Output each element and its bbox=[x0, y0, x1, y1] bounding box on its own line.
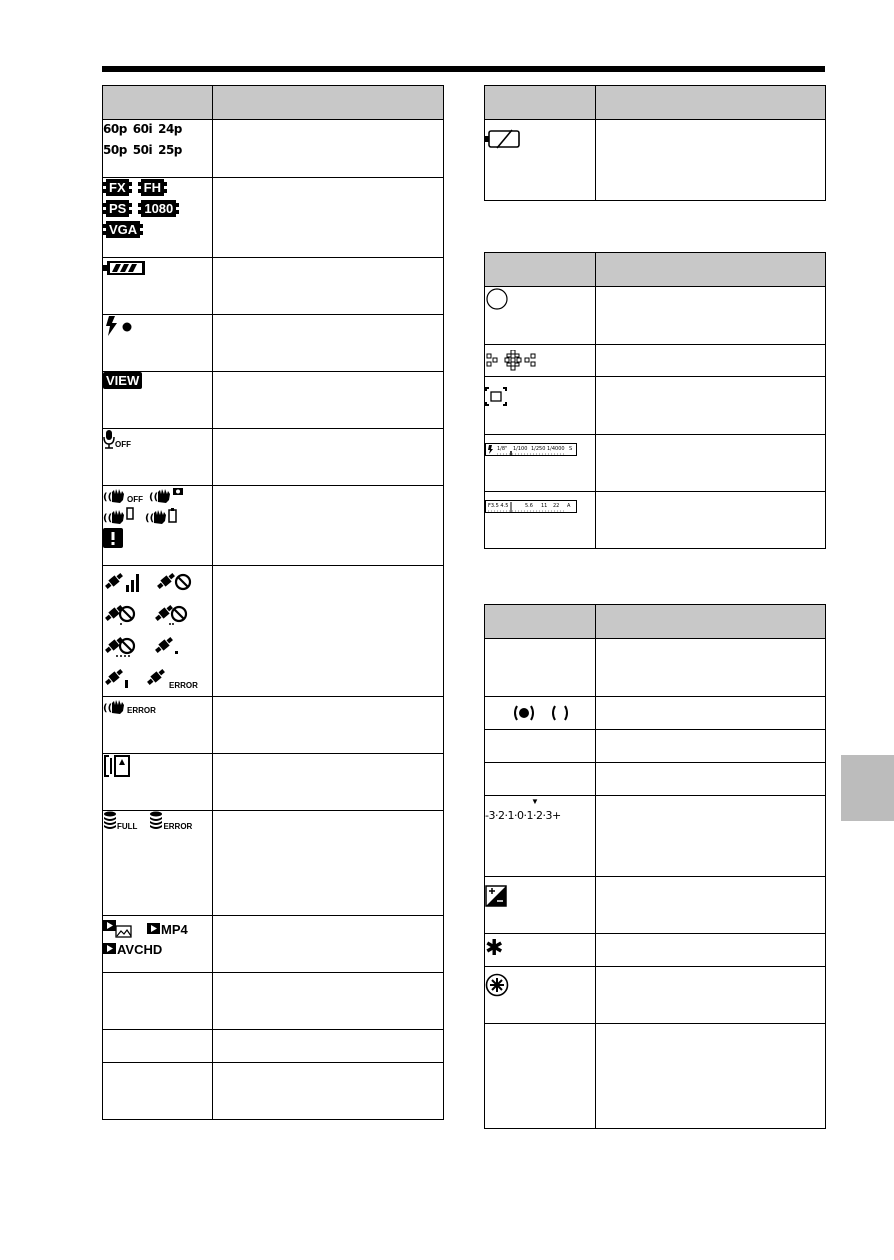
table-row bbox=[103, 178, 444, 258]
no-battery-icon bbox=[485, 128, 521, 150]
flash-cell bbox=[103, 315, 213, 372]
steadyshot-error-cell bbox=[103, 697, 213, 754]
database-icons bbox=[103, 811, 213, 916]
frame-rate-50i-icon: 50i bbox=[132, 143, 153, 157]
table-row bbox=[103, 1063, 444, 1120]
microphone-icon bbox=[103, 429, 115, 449]
focus-indicator-cell bbox=[485, 697, 596, 730]
spot-circle-cell bbox=[485, 287, 596, 345]
svg-text:((: (( bbox=[103, 513, 113, 524]
frame-rate-50p-icon: 50p bbox=[103, 143, 127, 157]
still-view-icon bbox=[103, 919, 133, 939]
svg-text:((: (( bbox=[103, 703, 113, 714]
table-header-row bbox=[103, 86, 444, 120]
svg-text:F3.5 4.5: F3.5 4.5 bbox=[488, 503, 509, 509]
frame-rate-24p-icon: 24p bbox=[158, 122, 182, 136]
table-row bbox=[485, 877, 826, 934]
svg-text:1/100: 1/100 bbox=[513, 446, 528, 452]
view-icon: VIEW bbox=[103, 372, 142, 389]
frame-rate-icons bbox=[103, 120, 213, 178]
gps-off-icon-4 bbox=[103, 632, 141, 658]
frame-rate-60i-icon: 60i bbox=[132, 122, 153, 136]
overheat-icon bbox=[103, 754, 133, 778]
right-icon-table-2 bbox=[484, 252, 826, 549]
table-row bbox=[485, 1024, 826, 1129]
section-tab bbox=[841, 755, 894, 821]
view-cell bbox=[103, 372, 213, 429]
table-row bbox=[103, 916, 444, 973]
table-header-row bbox=[485, 86, 826, 120]
spot-meter-icon bbox=[485, 973, 509, 997]
database-error-icon: ERROR bbox=[149, 811, 192, 831]
table-row bbox=[485, 377, 826, 435]
ev-scale-cell bbox=[485, 796, 596, 877]
right-icon-table-1 bbox=[484, 85, 826, 201]
battery-cell bbox=[103, 258, 213, 315]
ae-lock-icon: ✱ bbox=[485, 936, 504, 961]
svg-text:11: 11 bbox=[541, 503, 548, 509]
shutter-scale-cell bbox=[485, 435, 596, 492]
steadyshot-icons bbox=[103, 486, 213, 566]
svg-text:A: A bbox=[567, 503, 571, 509]
table-row bbox=[485, 492, 826, 549]
gps-signal-icon bbox=[103, 568, 143, 594]
table-row bbox=[485, 796, 826, 877]
frame-rate-25p-icon: 25p bbox=[158, 143, 182, 157]
steadyshot-photo-icon bbox=[149, 486, 185, 504]
svg-text:5.6: 5.6 bbox=[525, 503, 533, 509]
table-row bbox=[485, 763, 826, 796]
spot-metering-circle-icon bbox=[485, 287, 509, 311]
steadyshot-record-icon bbox=[145, 507, 181, 525]
table-row bbox=[103, 697, 444, 754]
table-row bbox=[103, 429, 444, 486]
svg-text:1/8": 1/8" bbox=[497, 446, 508, 452]
aperture-scale-icon bbox=[485, 500, 577, 514]
table-row bbox=[103, 973, 444, 1030]
left-icon-table bbox=[102, 85, 444, 1120]
gps-weak-icon bbox=[153, 632, 183, 658]
aperture-scale-cell bbox=[485, 492, 596, 549]
table-row bbox=[103, 566, 444, 697]
svg-text:((: (( bbox=[103, 492, 113, 503]
svg-text:1/250: 1/250 bbox=[531, 446, 546, 452]
spot-meter-cell bbox=[485, 967, 596, 1024]
battery-icon bbox=[103, 258, 147, 278]
steadyshot-off-icon: (( OFF bbox=[103, 486, 143, 504]
ps-icon: PS bbox=[103, 200, 132, 217]
af-points-icon bbox=[485, 350, 545, 372]
face-frame-icon bbox=[485, 387, 507, 407]
table-row bbox=[103, 1030, 444, 1063]
ae-lock-cell bbox=[485, 934, 596, 967]
steadyshot-error-icon: (( ERROR bbox=[103, 697, 156, 715]
mic-off-icon: OFF bbox=[103, 429, 131, 449]
gps-off-icon bbox=[155, 568, 193, 594]
table-row bbox=[103, 754, 444, 811]
frame-rate-60p-icon: 60p bbox=[103, 122, 127, 136]
gps-off-icon-3 bbox=[153, 600, 191, 626]
fx-icon: FX bbox=[103, 179, 132, 196]
table-row bbox=[485, 120, 826, 201]
focus-indicator-icons bbox=[513, 703, 573, 723]
gps-off-icon-2 bbox=[103, 600, 141, 626]
table-row bbox=[103, 811, 444, 916]
top-rule bbox=[102, 66, 825, 72]
table-row bbox=[103, 315, 444, 372]
table-row bbox=[103, 120, 444, 178]
table-header-row bbox=[485, 605, 826, 639]
view-mode-icons bbox=[103, 916, 213, 973]
gps-error-icon: ERROR bbox=[145, 664, 198, 690]
mp4-view-icon: MP4 bbox=[147, 922, 188, 937]
table-row bbox=[485, 934, 826, 967]
right-icon-table-3 bbox=[484, 604, 826, 1129]
svg-text:S: S bbox=[569, 446, 573, 452]
exposure-comp-icon bbox=[485, 885, 507, 907]
overheat-cell bbox=[103, 754, 213, 811]
vga-icon: VGA bbox=[103, 221, 143, 238]
shutter-scale-icon bbox=[485, 443, 577, 457]
svg-text:((: (( bbox=[145, 513, 155, 524]
exposure-comp-cell bbox=[485, 877, 596, 934]
table-row bbox=[485, 730, 826, 763]
ev-pointer-icon: ▼ bbox=[531, 797, 539, 806]
ev-scale-icon: ▼ -3·2·1·0·1·2·3+ bbox=[485, 797, 561, 822]
database-full-icon: FULL bbox=[103, 811, 137, 831]
svg-text:22: 22 bbox=[553, 503, 560, 509]
size-1080-icon: 1080 bbox=[138, 200, 179, 217]
table-row bbox=[485, 345, 826, 377]
warning-icon bbox=[103, 528, 123, 548]
svg-text:1/4000: 1/4000 bbox=[547, 446, 565, 452]
gps-icons bbox=[103, 566, 213, 697]
table-row bbox=[103, 258, 444, 315]
af-points-cell bbox=[485, 345, 596, 377]
gps-low-icon bbox=[103, 664, 133, 690]
table-row bbox=[103, 372, 444, 429]
movie-size-icons bbox=[103, 178, 213, 258]
svg-text:((: (( bbox=[149, 492, 159, 503]
table-header-row bbox=[485, 253, 826, 287]
steadyshot-movie-icon bbox=[103, 507, 139, 525]
no-battery-cell bbox=[485, 120, 596, 201]
table-row bbox=[485, 967, 826, 1024]
table-row bbox=[485, 697, 826, 730]
mic-off-cell bbox=[103, 429, 213, 486]
fh-icon: FH bbox=[138, 179, 167, 196]
table-row bbox=[103, 486, 444, 566]
face-frame-cell bbox=[485, 377, 596, 435]
table-row bbox=[485, 287, 826, 345]
table-row bbox=[485, 639, 826, 697]
flash-charge-icon bbox=[103, 315, 139, 337]
table-row bbox=[485, 435, 826, 492]
avchd-view-icon: AVCHD bbox=[103, 942, 162, 957]
